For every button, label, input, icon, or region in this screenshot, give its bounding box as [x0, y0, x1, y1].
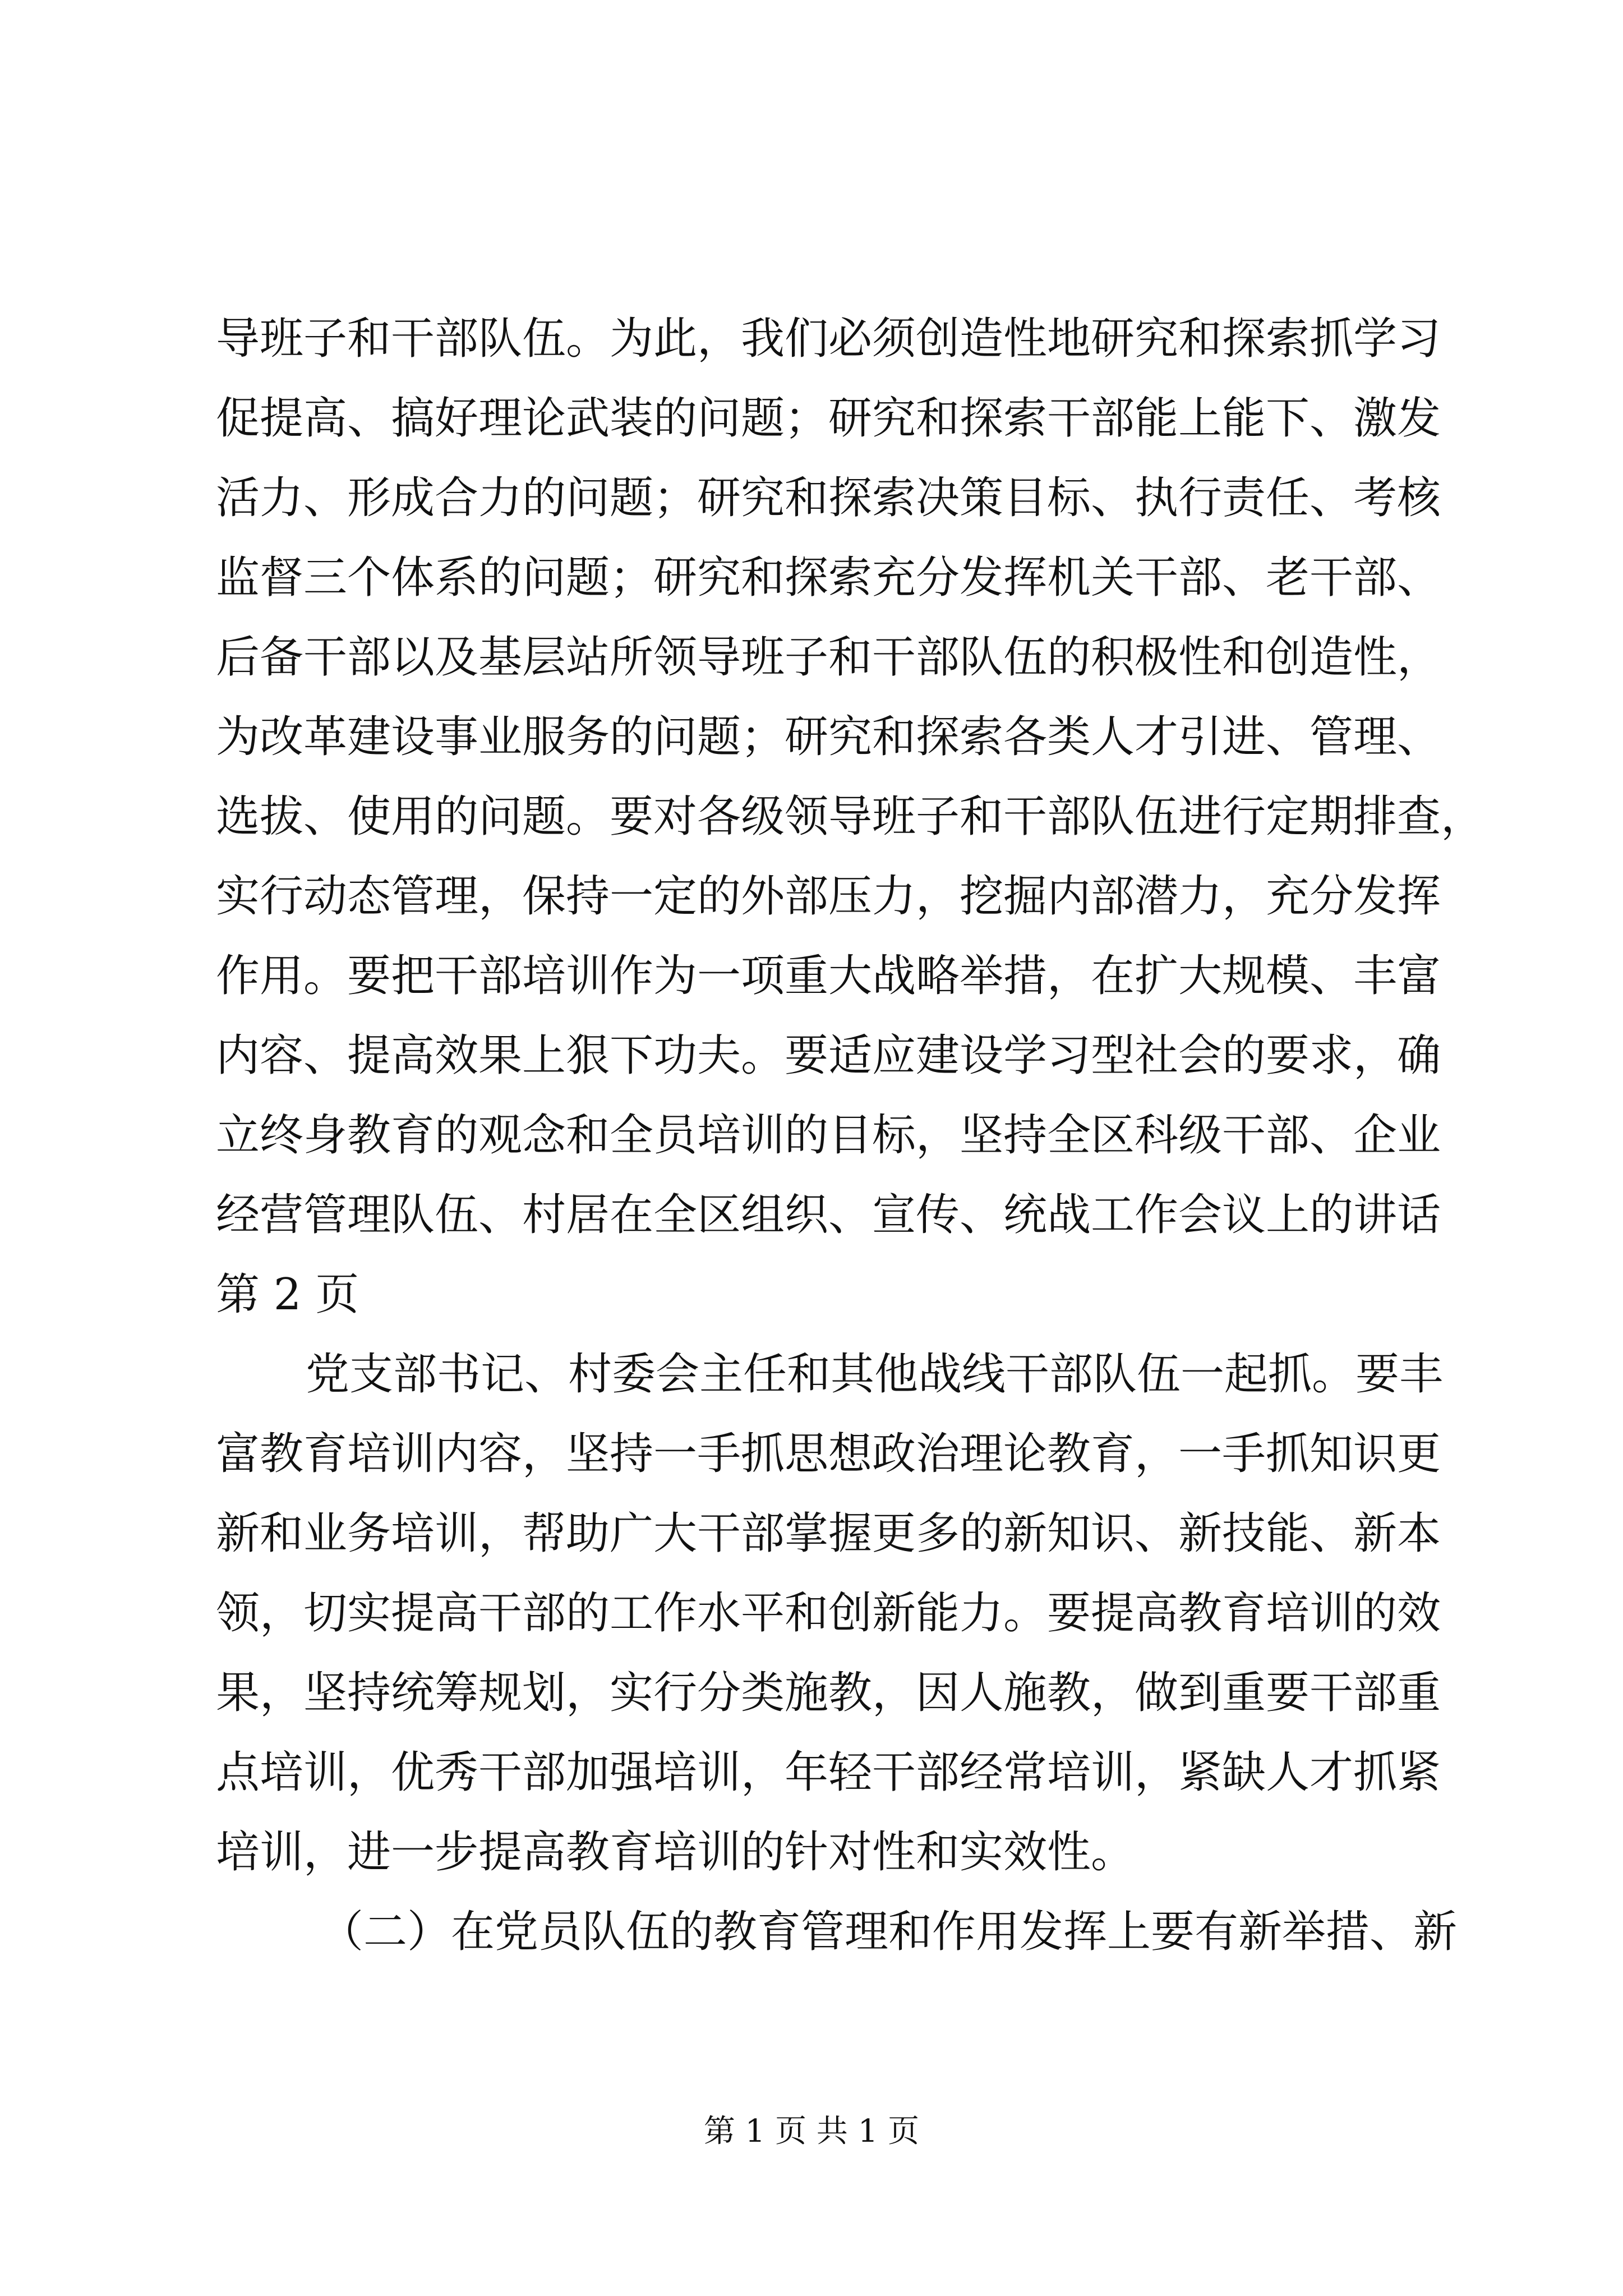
- text-line-2: 促提高、搞好理论武装的问题；研究和探索干部能上能下、激发: [216, 393, 1441, 444]
- text-line-12: 经营管理队伍、村居在全区组织、宣传、统战工作会议上的讲话: [216, 1190, 1441, 1240]
- text-line-17: 领，切实提高干部的工作水平和创新能力。要提高教育培训的效: [216, 1588, 1441, 1639]
- text-line-11: 立终身教育的观念和全员培训的目标，坚持全区科级干部、企业: [216, 1110, 1441, 1161]
- page-footer: 第 1 页 共 1 页: [703, 2113, 920, 2150]
- text-line-9: 作用。要把干部培训作为一项重大战略举措，在扩大规模、丰富: [216, 951, 1441, 1001]
- text-line-4: 监督三个体系的问题；研究和探索充分发挥机关干部、老干部、: [216, 553, 1441, 603]
- section-heading-line: （二）在党员队伍的教育管理和作用发挥上要有新举措、新: [320, 1907, 1458, 1957]
- text-line-15: 富教育培训内容，坚持一手抓思想政治理论教育，一手抓知识更: [216, 1429, 1441, 1479]
- text-line-18: 果，坚持统筹规划，实行分类施教，因人施教，做到重要干部重: [216, 1668, 1441, 1718]
- text-line-19: 点培训，优秀干部加强培训，年轻干部经常培训，紧缺人才抓紧: [216, 1747, 1441, 1798]
- text-line-6: 为改革建设事业服务的问题；研究和探索各类人才引进、管理、: [216, 712, 1441, 762]
- page-marker: 第 2 页: [216, 1269, 359, 1320]
- text-line-14: 党支部书记、村委会主任和其他战线干部队伍一起抓。要丰: [306, 1349, 1444, 1400]
- text-line-3: 活力、形成合力的问题；研究和探索决策目标、执行责任、考核: [216, 473, 1441, 523]
- text-line-5: 后备干部以及基层站所领导班子和干部队伍的积极性和创造性，: [216, 632, 1441, 683]
- text-line-7: 选拔、使用的问题。要对各级领导班子和干部队伍进行定期排查，: [216, 792, 1485, 842]
- text-line-8: 实行动态管理，保持一定的外部压力，挖掘内部潜力，充分发挥: [216, 871, 1441, 922]
- text-line-1: 导班子和干部队伍。为此，我们必须创造性地研究和探索抓学习: [216, 314, 1441, 364]
- text-line-20: 培训，进一步提高教育培训的针对性和实效性。: [216, 1827, 1135, 1878]
- text-line-16: 新和业务培训，帮助广大干部掌握更多的新知识、新技能、新本: [216, 1508, 1441, 1559]
- text-line-10: 内容、提高效果上狠下功夫。要适应建设学习型社会的要求，确: [216, 1030, 1441, 1081]
